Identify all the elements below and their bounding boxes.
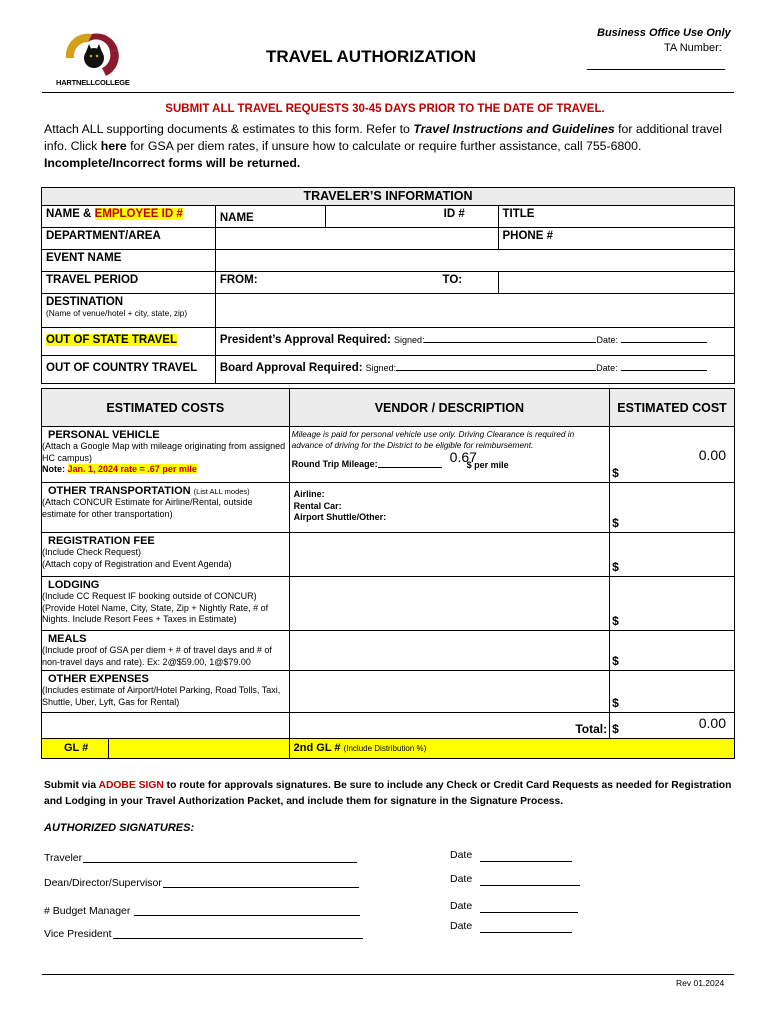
adobe-sign-link[interactable]: ADOBE SIGN bbox=[98, 780, 164, 791]
ta-number-label: TA Number: bbox=[664, 42, 722, 54]
out-state-label: OUT OF STATE TRAVEL bbox=[42, 328, 216, 356]
col-estimated-cost: ESTIMATED COST bbox=[610, 389, 735, 427]
other-transport-desc[interactable]: Airline: Rental Car: Airport Shuttle/Other: bbox=[289, 483, 609, 533]
registration-desc[interactable] bbox=[289, 533, 609, 577]
other-expenses-desc[interactable] bbox=[289, 671, 609, 713]
instructions-paragraph: Attach ALL supporting documents & estimates to this form. Refer to Travel Instructions and Guidelines for additional travel info. Click here for GSA per diem rates, if unsure how to calculate or require further assistance, call 755-6800. Incomplete/Incorrect forms will be returned. bbox=[44, 122, 723, 170]
personal-vehicle-desc[interactable]: Mileage is paid for personal vehicle use only. Driving Clearance is required in advance of driving for the District to be eligible for reimbursement. Round Trip Mileage: 0.67 $ per mile bbox=[289, 427, 609, 483]
budget-manager-signature[interactable]: # Budget Manager bbox=[44, 905, 360, 917]
logo-text: HARTNELLCOLLEGE bbox=[56, 78, 130, 87]
name-id-label: NAME & EMPLOYEE ID # bbox=[42, 206, 216, 228]
col-vendor: VENDOR / DESCRIPTION bbox=[289, 389, 609, 427]
lodging-desc[interactable] bbox=[289, 577, 609, 631]
phone-field[interactable]: PHONE # bbox=[498, 228, 734, 250]
gl-field[interactable]: GL # bbox=[42, 739, 290, 759]
president-approval[interactable]: President’s Approval Required: Signed: Date: bbox=[215, 328, 734, 356]
business-office-label: Business Office Use Only bbox=[597, 27, 731, 39]
section-title: TRAVELER’S INFORMATION bbox=[42, 188, 735, 206]
dean-signature[interactable]: Dean/Director/Supervisor bbox=[44, 877, 359, 889]
other-expenses-cost[interactable]: $ bbox=[610, 671, 735, 713]
travel-period-label: TRAVEL PERIOD bbox=[42, 272, 216, 294]
total-label-cell bbox=[289, 713, 609, 739]
other-expenses-label: OTHER EXPENSES (Includes estimate of Airport/Hotel Parking, Road Tolls, Taxi, Shuttle, Uber, Lyft, Gas for Rental) bbox=[42, 671, 290, 713]
meals-cost[interactable]: $ bbox=[610, 631, 735, 671]
lodging-label: LODGING (Include CC Request IF booking outside of CONCUR) (Provide Hotel Name, City, State, Zip + Nightly Rate, # of Nights. Include Resort Fees + Taxes in Estimate) bbox=[42, 577, 290, 631]
col-estimated-costs: ESTIMATED COSTS bbox=[42, 389, 290, 427]
other-transport-cost[interactable]: $ bbox=[610, 483, 735, 533]
registration-label: REGISTRATION FEE (Include Check Request) (Attach copy of Registration and Event Agenda) bbox=[42, 533, 290, 577]
form-title: TRAVEL AUTHORIZATION bbox=[266, 47, 476, 66]
revision-label: Rev 01.2024 bbox=[676, 978, 725, 988]
name-field[interactable]: NAME bbox=[215, 206, 325, 228]
personal-vehicle-cost[interactable]: 0.00 $ bbox=[610, 427, 735, 483]
lodging-cost[interactable]: $ bbox=[610, 577, 735, 631]
event-label: EVENT NAME bbox=[42, 250, 216, 272]
header-divider bbox=[42, 92, 734, 93]
traveler-info-table bbox=[41, 187, 735, 384]
board-approval[interactable]: Board Approval Required: Signed: Date: bbox=[215, 356, 734, 384]
estimated-costs-table bbox=[41, 388, 735, 759]
destination-field[interactable] bbox=[215, 294, 734, 328]
vp-date[interactable]: Date bbox=[450, 920, 572, 933]
meals-label: MEALS (Include proof of GSA per diem + # of travel days and # of non-travel days and rate). Ex: 2@$59.00, 1@$79.00 bbox=[42, 631, 290, 671]
to-field[interactable]: TO: bbox=[438, 272, 674, 294]
adobe-sign-instructions: Submit via ADOBE SIGN to route for approvals signatures. Be sure to include any Check or Credit Card Requests as needed for Registration and Lodging in your Travel Authorization Packet, and include them for signature in the Signature Process. bbox=[44, 780, 732, 807]
guidelines-link[interactable]: Travel Instructions and Guidelines bbox=[413, 122, 615, 136]
gsa-here-link[interactable]: here bbox=[100, 139, 127, 153]
destination-label: DESTINATION (Name of venue/hotel + city, state, zip) bbox=[42, 294, 216, 328]
total-label: Total: bbox=[575, 722, 608, 736]
traveler-date[interactable]: Date bbox=[450, 849, 572, 862]
department-field[interactable] bbox=[215, 228, 498, 250]
id-field[interactable]: ID # bbox=[325, 206, 498, 228]
department-label: DEPARTMENT/AREA bbox=[42, 228, 216, 250]
footer-divider bbox=[42, 974, 734, 975]
authorized-signatures-heading: AUTHORIZED SIGNATURES: bbox=[44, 822, 195, 834]
mileage-rate-value: 0.67 bbox=[449, 449, 477, 465]
total-value: 0.00 bbox=[698, 715, 726, 731]
traveler-signature[interactable]: Traveler bbox=[44, 852, 357, 864]
registration-cost[interactable]: $ bbox=[610, 533, 735, 577]
submit-notice: SUBMIT ALL TRAVEL REQUESTS 30-45 DAYS PRIOR TO THE DATE OF TRAVEL. bbox=[165, 103, 605, 115]
ta-number-field[interactable] bbox=[587, 69, 725, 70]
meals-desc[interactable] bbox=[289, 631, 609, 671]
dean-date[interactable]: Date bbox=[450, 873, 580, 886]
other-transport-label: OTHER TRANSPORTATION (List ALL modes) (Attach CONCUR Estimate for Airline/Rental, outside estimate for other transportation) bbox=[42, 483, 290, 533]
total-cost: $ 0.00 bbox=[610, 713, 735, 739]
vp-signature[interactable]: Vice President bbox=[44, 928, 363, 940]
title-field[interactable]: TITLE bbox=[498, 206, 734, 228]
event-field[interactable] bbox=[215, 250, 734, 272]
personal-vehicle-label: PERSONAL VEHICLE (Attach a Google Map with mileage originating from assigned HC campus) Note: Jan. 1, 2024 rate = .67 per mile bbox=[42, 427, 290, 483]
gl2-field[interactable]: 2nd GL # (Include Distribution %) bbox=[289, 739, 734, 759]
budget-date[interactable]: Date bbox=[450, 900, 578, 913]
from-field[interactable]: FROM: bbox=[215, 272, 498, 294]
out-country-label: OUT OF COUNTRY TRAVEL bbox=[42, 356, 216, 384]
